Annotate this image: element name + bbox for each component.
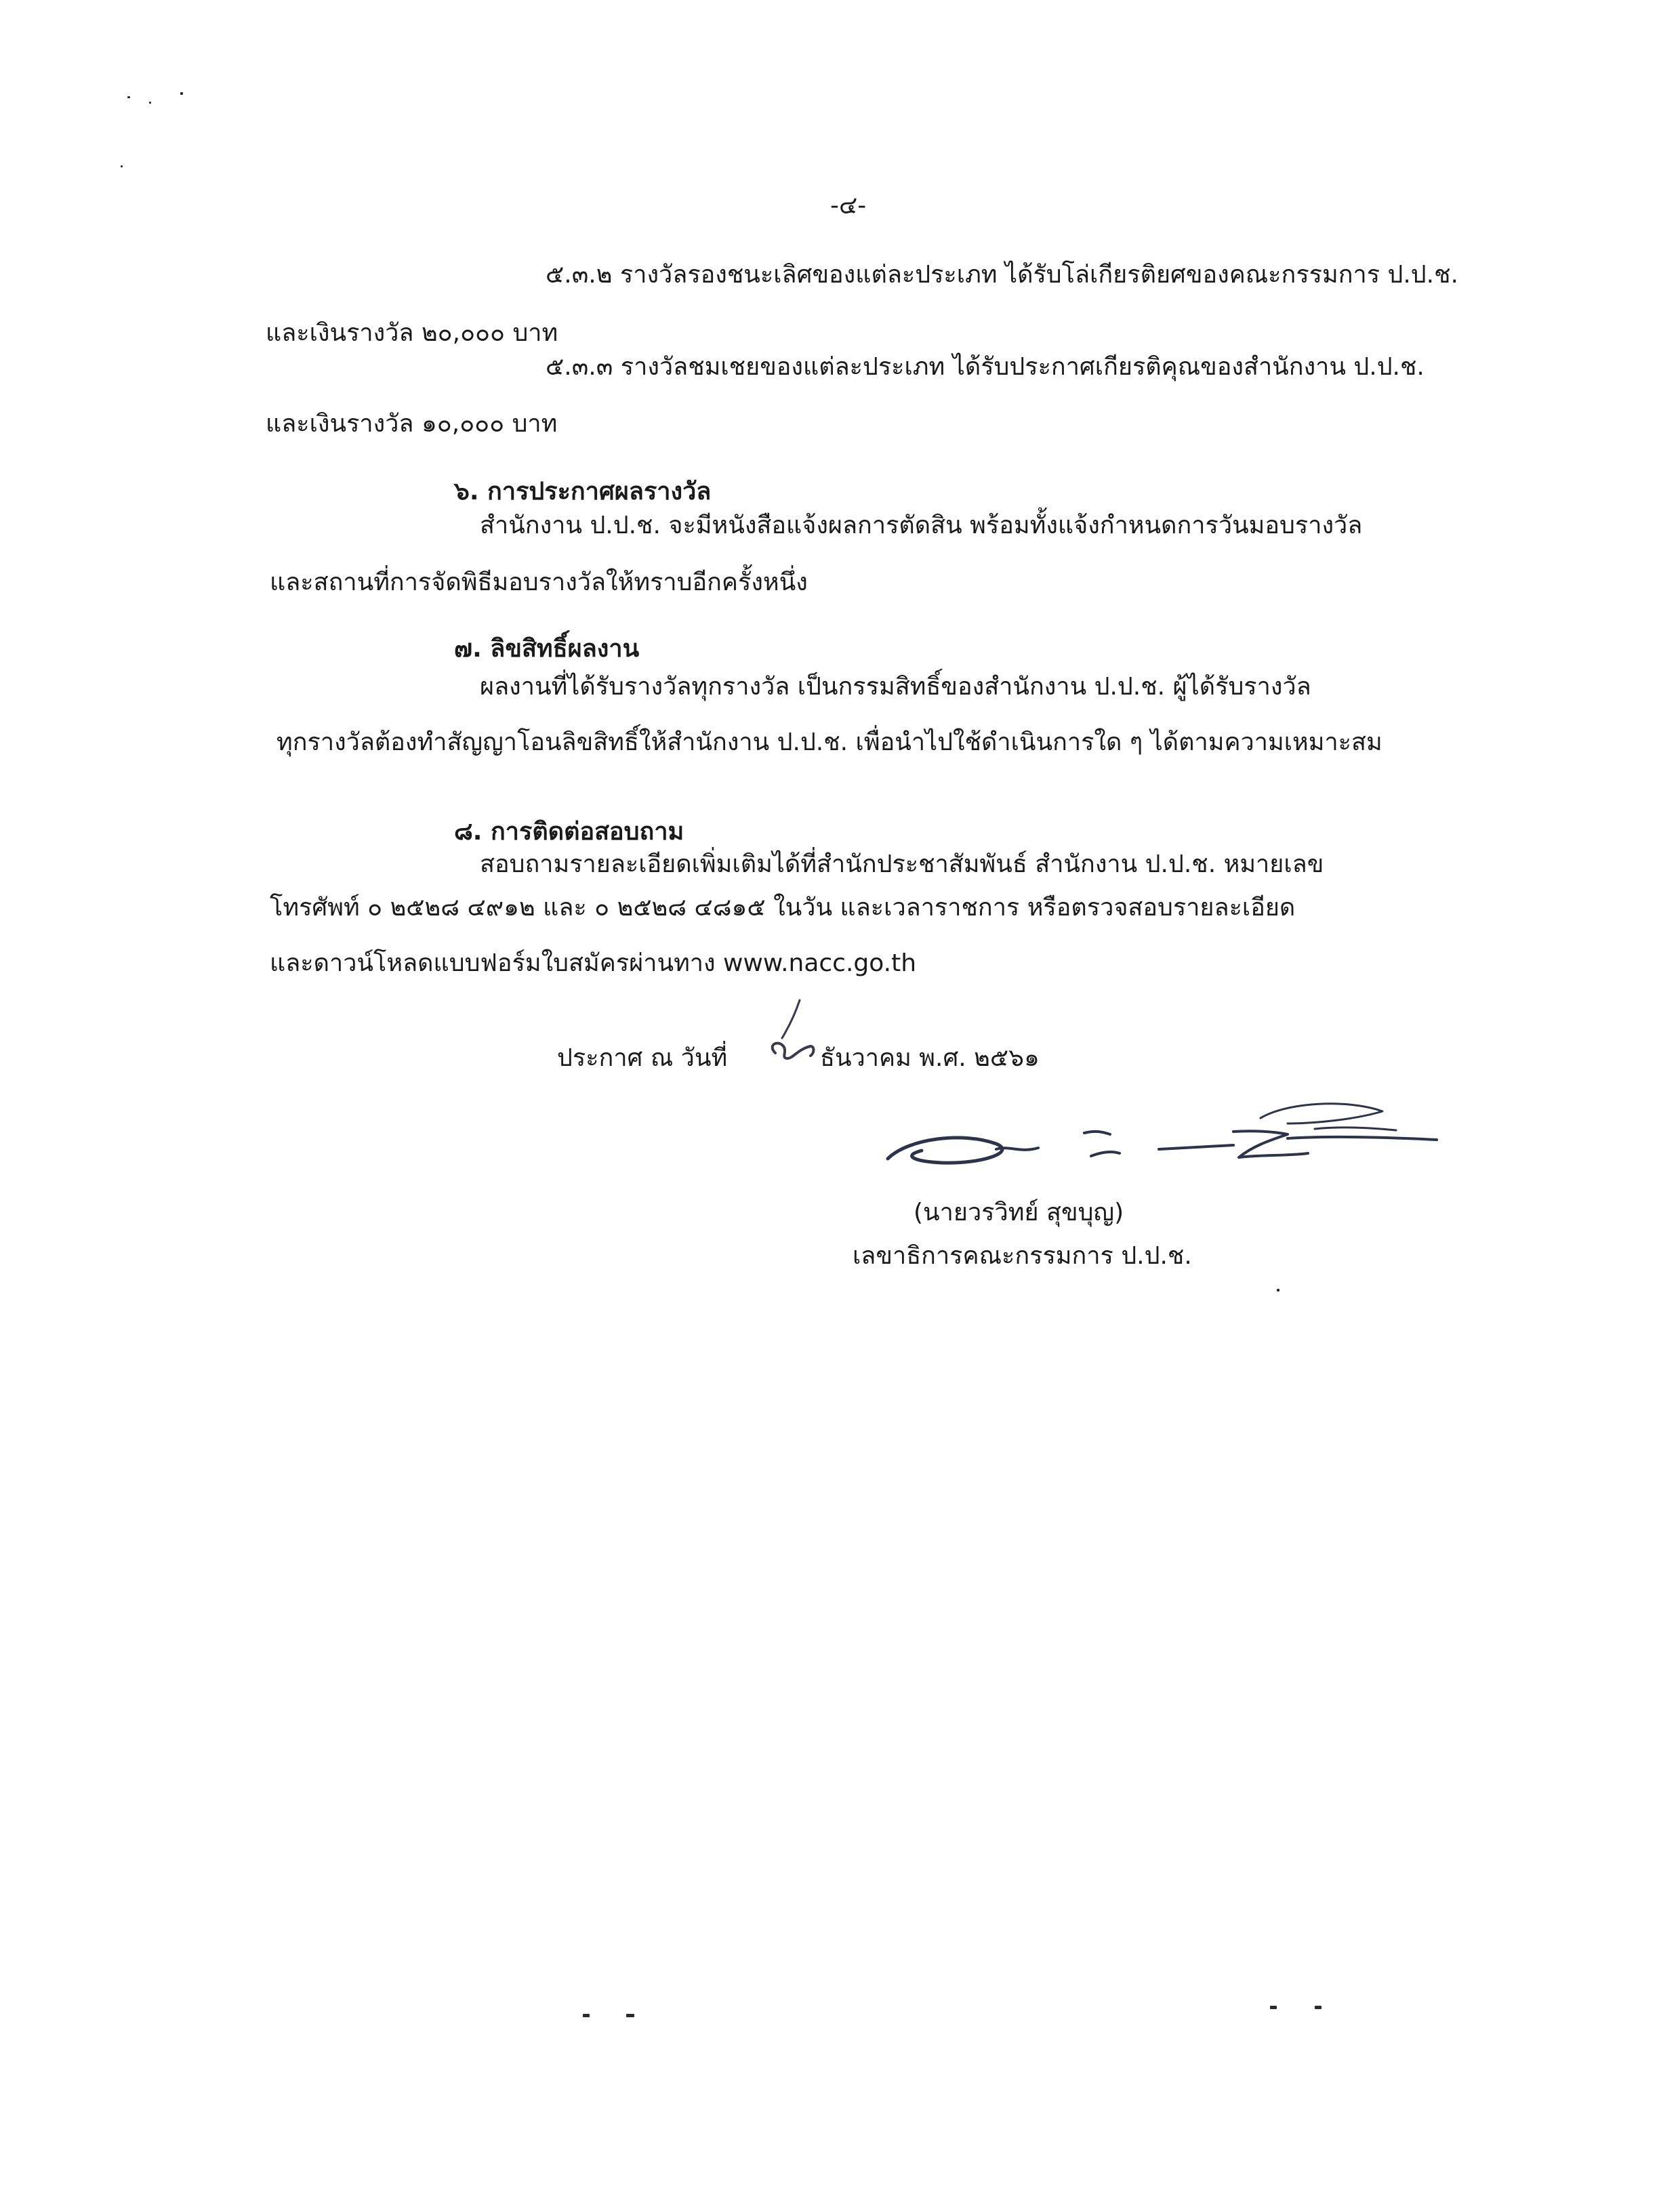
section-copyright-text-1: ผลงานที่ได้รับรางวัลทุกรางวัล เป็นกรรมสิทธิ์ของสำนักงาน ป.ป.ช. ผู้ได้รับรางวัล [480,673,1311,701]
closing-date-prefix: ประกาศ ณ วันที่ [557,1044,728,1072]
section-contact-heading: ๘. การติดต่อสอบถาม [454,818,684,846]
section-announcement-text-2: และสถานที่การจัดพิธีมอบรางวัลให้ทราบอีกครั้งหนึ่ง [270,569,808,596]
scan-speck [626,2014,634,2017]
signature [881,1091,1450,1186]
section-announcement-text-1: สำนักงาน ป.ป.ช. จะมีหนังสือแจ้งผลการตัดสิน พร้อมทั้งแจ้งกำหนดการวันมอบรางวัล [480,512,1363,539]
section-contact-text-3: และดาวน์โหลดแบบฟอร์มใบสมัครผ่านทาง www.nacc.go.th [270,949,917,977]
scan-speck [127,96,130,98]
section-copyright-text-2: ทุกรางวัลต้องทำสัญญาโอนลิขสิทธิ์ให้สำนักงาน ป.ป.ช. เพื่อนำไปใช้ดำเนินการใด ๆ ได้ตามความเหมาะสม [276,728,1382,756]
signatory-name: (นายวรวิทย์ สุขบุญ) [914,1199,1124,1226]
prize-runner-up-amount: และเงินรางวัล ๒๐,๐๐๐ บาท [266,319,558,347]
scan-speck [1270,2006,1277,2009]
page-number: -๔- [830,192,867,220]
prize-honorable-amount: และเงินรางวัล ๑๐,๐๐๐ บาท [266,410,558,438]
handwritten-date-day [760,997,821,1072]
prize-honorable-heading: ๕.๓.๓ รางวัลชมเชยของแต่ละประเภท ได้รับประกาศเกียรติคุณของสำนักงาน ป.ป.ช. [546,353,1425,381]
closing-date-suffix: ธันวาคม พ.ศ. ๒๕๖๑ [820,1044,1040,1072]
scan-speck [121,165,123,167]
section-copyright-heading: ๗. ลิขสิทธิ์ผลงาน [454,635,640,663]
scan-speck [180,92,183,95]
scan-speck [149,102,151,104]
section-contact-text-1: สอบถามรายละเอียดเพิ่มเติมได้ที่สำนักประชาสัมพันธ์ สำนักงาน ป.ป.ช. หมายเลข [480,850,1324,878]
section-announcement-heading: ๖. การประกาศผลรางวัล [454,478,712,505]
signatory-title: เลขาธิการคณะกรรมการ ป.ป.ช. [853,1242,1192,1270]
scan-speck [1315,2006,1322,2009]
section-contact-text-2: โทรศัพท์ ๐ ๒๕๒๘ ๔๙๑๒ และ ๐ ๒๕๒๘ ๔๘๑๕ ในวัน และเวลาราชการ หรือตรวจสอบรายละเอียด [270,894,1296,922]
scan-speck [1277,1289,1279,1292]
scan-speck [583,2014,590,2017]
prize-runner-up-heading: ๕.๓.๒ รางวัลรองชนะเลิศของแต่ละประเภท ได้รับโล่เกียรติยศของคณะกรรมการ ป.ป.ช. [546,261,1458,289]
